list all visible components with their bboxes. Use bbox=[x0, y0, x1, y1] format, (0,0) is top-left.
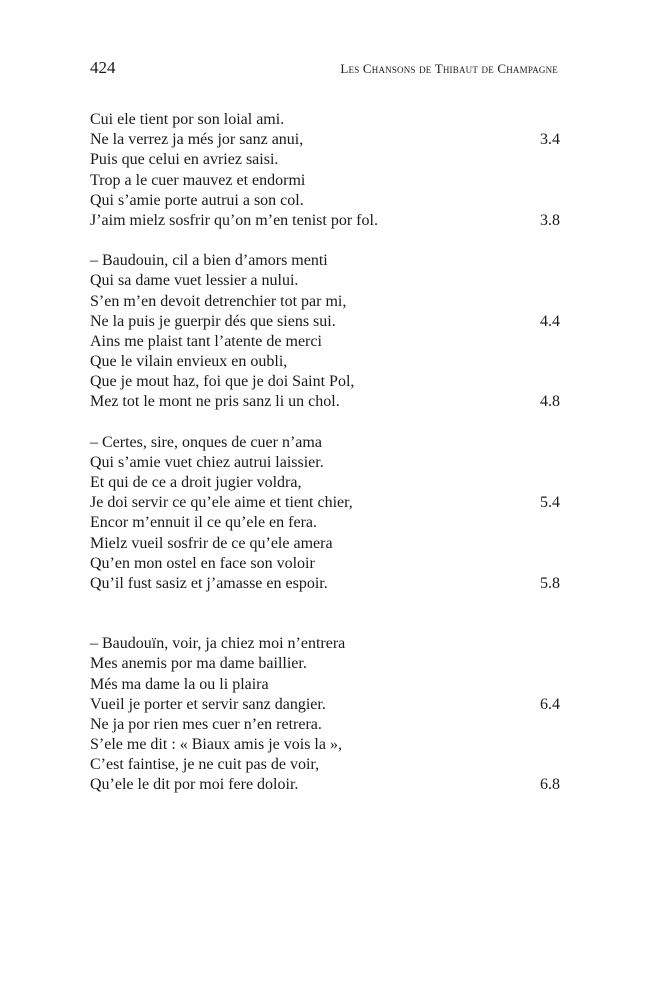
running-title: Les Chansons de Thibaut de Champagne bbox=[340, 61, 558, 76]
verse-text: Mielz vueil sosfrir de ce qu’ele amera bbox=[90, 534, 333, 552]
verse-line bbox=[90, 191, 560, 211]
verse-line bbox=[90, 473, 560, 493]
verse-text: Encor m’ennuit il ce qu’ele en fera. bbox=[90, 514, 317, 532]
verse-text: – Certes, sire, onques de cuer n’ama bbox=[90, 433, 322, 451]
verse-line bbox=[90, 150, 560, 170]
verse-line bbox=[90, 513, 560, 533]
verse-line bbox=[90, 211, 560, 231]
verse-line bbox=[90, 715, 560, 735]
stanza-4 bbox=[90, 251, 560, 413]
verse-text: Et qui de ce a droit jugier voldra, bbox=[90, 474, 302, 491]
verse-text: Qu’ele le dit por moi fere doloir. bbox=[90, 776, 299, 794]
verse-line bbox=[90, 251, 560, 271]
verse-number: 4.8 bbox=[540, 393, 560, 411]
verse-text: J’aim mielz sosfrir qu’on m’en tenist por fol. bbox=[90, 211, 378, 229]
verse-line bbox=[90, 534, 560, 554]
verse-text: Ne la puis je guerpir dés que siens sui. bbox=[90, 312, 336, 330]
verse-text: Cui ele tient por son loial ami. bbox=[90, 111, 285, 128]
verse-text: S’ele me dit : « Biaux amis je vois la », bbox=[90, 736, 342, 754]
verse-text: Ne la verrez ja més jor sanz anui, bbox=[90, 131, 304, 149]
verse-text: – Baudouïn, voir, ja chiez moi n’entrera bbox=[90, 635, 346, 653]
verse-number: 6.8 bbox=[540, 776, 560, 794]
verse-line bbox=[90, 735, 560, 755]
verse-text: Qui s’amie porte autrui a son col. bbox=[90, 191, 304, 209]
verse-line bbox=[90, 372, 560, 392]
verse-text: Qui sa dame vuet lessier a nului. bbox=[90, 272, 299, 290]
stanza-3 bbox=[90, 110, 560, 231]
verse-number: 3.8 bbox=[540, 211, 560, 229]
verse-line bbox=[90, 312, 560, 332]
verse-number: 5.8 bbox=[540, 574, 560, 592]
verse-line bbox=[90, 654, 560, 674]
verse-number: 3.4 bbox=[540, 131, 560, 149]
verse-line bbox=[90, 453, 560, 473]
verse-line bbox=[90, 695, 560, 715]
verse-text: – Baudouin, cil a bien d’amors menti bbox=[90, 252, 328, 270]
poem-body bbox=[90, 110, 560, 796]
verse-line bbox=[90, 675, 560, 695]
verse-line bbox=[90, 352, 560, 372]
verse-text: S’en m’en devoit detrenchier tot par mi, bbox=[90, 292, 347, 310]
verse-number: 5.4 bbox=[540, 494, 560, 512]
stanza-6 bbox=[90, 634, 560, 796]
verse-line bbox=[90, 292, 560, 312]
verse-text: Trop a le cuer mauvez et endormi bbox=[90, 171, 306, 189]
verse-line bbox=[90, 110, 560, 130]
verse-text: Que je mout haz, foi que je doi Saint Pol, bbox=[90, 373, 355, 391]
page-number: 424 bbox=[90, 58, 116, 77]
verse-line bbox=[90, 775, 560, 795]
verse-line bbox=[90, 392, 560, 412]
verse-line bbox=[90, 433, 560, 453]
verse-text: Puis que celui en avriez saisi. bbox=[90, 151, 279, 169]
verse-line bbox=[90, 554, 560, 574]
verse-text: Mes anemis por ma dame baillier. bbox=[90, 655, 307, 673]
verse-text: Ains me plaist tant l’atente de merci bbox=[90, 332, 322, 350]
verse-text: Qui s’amie vuet chiez autrui laissier. bbox=[90, 453, 324, 471]
verse-number: 6.4 bbox=[540, 695, 560, 713]
verse-number: 4.4 bbox=[540, 312, 560, 330]
stanza-5 bbox=[90, 433, 560, 595]
verse-text: Qu’il fust sasiz et j’amasse en espoir. bbox=[90, 574, 328, 592]
verse-line bbox=[90, 130, 560, 150]
verse-text: Je doi servir ce qu’ele aime et tient chier, bbox=[90, 494, 353, 512]
running-header bbox=[90, 58, 558, 82]
verse-line bbox=[90, 493, 560, 513]
verse-text: Ne ja por rien mes cuer n’en retrera. bbox=[90, 715, 322, 733]
verse-text: Mez tot le mont ne pris sanz li un chol. bbox=[90, 393, 340, 411]
verse-line bbox=[90, 755, 560, 775]
verse-text: Qu’en mon ostel en face son voloir bbox=[90, 554, 315, 572]
verse-line bbox=[90, 574, 560, 594]
verse-text: C’est faintise, je ne cuit pas de voir, bbox=[90, 756, 320, 774]
verse-line bbox=[90, 271, 560, 291]
verse-line bbox=[90, 332, 560, 352]
verse-line bbox=[90, 634, 560, 654]
verse-text: Vueil je porter et servir sanz dangier. bbox=[90, 695, 326, 713]
verse-text: Més ma dame la ou li plaira bbox=[90, 675, 269, 693]
verse-text: Que le vilain envieux en oubli, bbox=[90, 353, 288, 371]
verse-line bbox=[90, 171, 560, 191]
